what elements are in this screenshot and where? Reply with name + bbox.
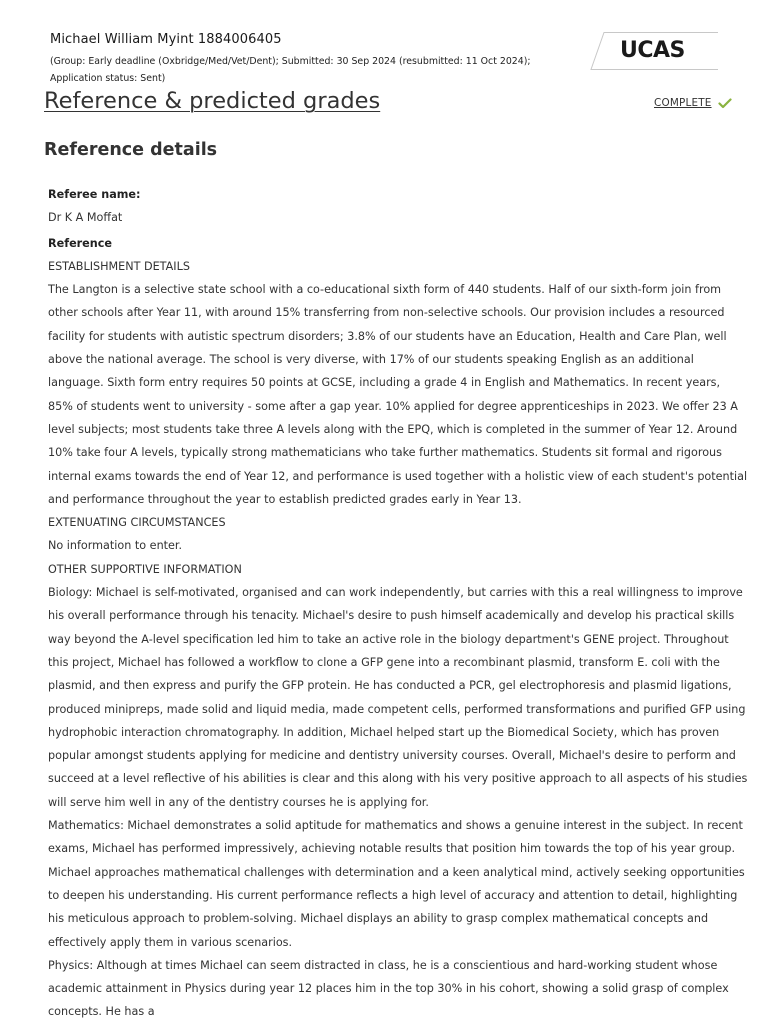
referee-label: Referee name: [48,188,141,201]
applicant-name: Michael William Myint 1884006405 [50,32,282,47]
biology-paragraph: Biology: Michael is self-motivated, organised and can work independently, but carries with this a real willingness to improve his overall performance through his tenacity. Michael's desire to push himself academically and develop his practical skills way beyond the A-level specification led him to take an active role in the biology department's GENE project. Throughout this project, Michael has followed a workflow to clone a GFP gene into a recombinant plasmid, transform E. coli with the plasmid, and then express and purify the GFP protein. He has conducted a PCR, gel electrophoresis and plasmid ligations, produced minipreps, made solid and liquid media, made competent cells, performed transformations and purified GFP using hydrophobic interaction chromatography. In addition, Michael helped start up the Biomedical Society, which has proven popular amongst students applying for medicine and dentistry university courses. Overall, Michael's desire to perform and succeed at a level reflective of his abilities is clear and this along with his very positive approach to all aspects of his studies will serve him well in any of the dentistry courses he is applying for. [48,586,748,809]
reference-details-heading: Reference details [44,140,218,160]
establishment-heading: ESTABLISHMENT DETAILS [48,259,190,273]
checkmark-icon [718,98,732,109]
application-status-line: (Group: Early deadline (Oxbridge/Med/Vet/Dent); Submitted: 30 Sep 2024 (resubmitted: 11 Oct 2024); Application status: Sent) [50,56,531,84]
reference-body [48,183,748,1024]
establishment-text: The Langton is a selective state school with a co-educational sixth form of 440 students. Half of our sixth-form join from other schools after Year 11, with around 15% transferring from non-selective schools. Our provision includes a resourced facility for students with autistic spectrum disorders; 3.8% of our students have an Education, Health and Care Plan, well above the national average. The school is very diverse, with 17% of our students speaking English as an additional language. Sixth form entry requires 50 points at GCSE, including a grade 4 in English and Mathematics. In recent years, 85% of students went to university - some after a gap year. 10% applied for degree apprenticeships in 2023. We offer 23 A level subjects; most students take three A levels along with the EPQ, which is completed in the summer of Year 12. Around 10% take four A levels, typically strong mathematicians who take further mathematics. Students sit formal and rigorous internal exams towards the end of Year 12, and performance is used together with a holistic view of each student's potential and performance throughout the year to establish predicted grades early in Year 13. [48,283,748,506]
ucas-logo [590,32,718,70]
reference-label: Reference [48,236,112,250]
referee-name: Dr K A Moffat [48,211,123,225]
extenuating-heading: EXTENUATING CIRCUMSTANCES [48,516,226,530]
page-title[interactable]: Reference & predicted grades [44,88,381,114]
status-label[interactable]: COMPLETE [654,96,712,109]
other-info-heading: OTHER SUPPORTIVE INFORMATION [48,562,242,576]
mathematics-paragraph: Mathematics: Michael demonstrates a solid aptitude for mathematics and shows a genuine interest in the subject. In recent exams, Michael has performed impressively, achieving notable results that position him towards the top of his year group. Michael approaches mathematical challenges with determination and a keen analytical mind, actively seeking opportunities to deepen his understanding. His current performance reflects a high level of accuracy and attention to detail, highlighting his meticulous approach to problem-solving. Michael displays an ability to grasp complex mathematical concepts and effectively apply them in various scenarios. [48,819,745,949]
physics-paragraph: Physics: Although at times Michael can seem distracted in class, he is a conscientious and hard-working student whose academic attainment in Physics during year 12 places him in the top 30% in his cohort, showing a solid grasp of complex concepts. He has a [48,958,729,1019]
status-badge[interactable] [654,96,732,109]
logo-text: UCAS [620,38,685,63]
extenuating-text: No information to enter. [48,539,183,553]
